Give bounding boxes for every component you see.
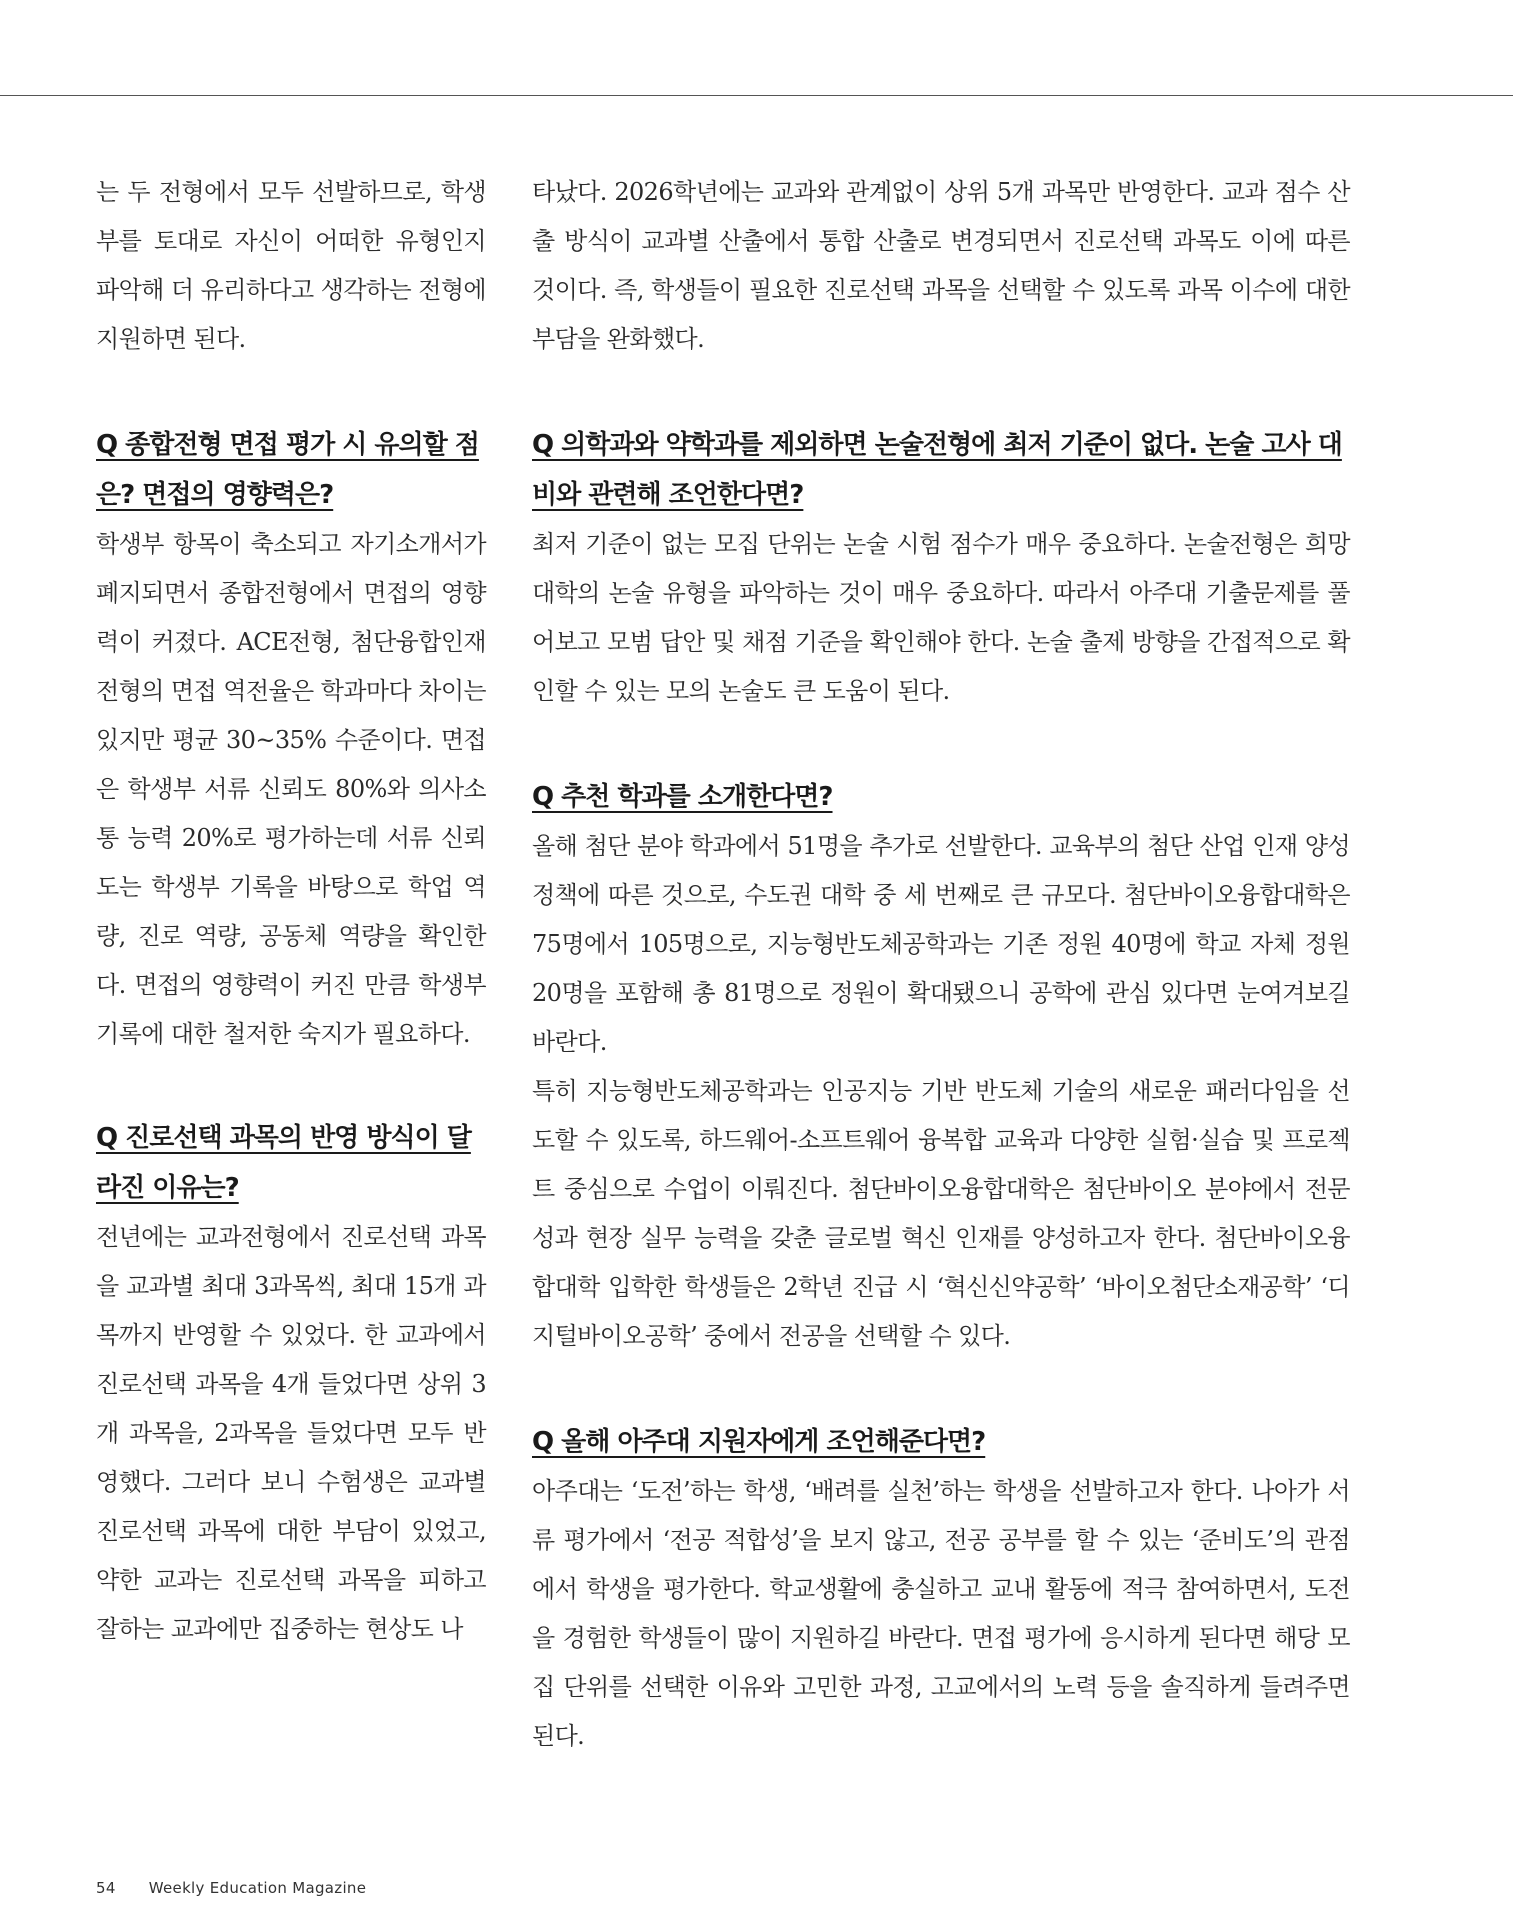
answer-advice-paragraph: 아주대는 ‘도전’하는 학생, ‘배려를 실천’하는 학생을 선발하고자 한다. 나아가 서류 평가에서 ‘전공 적합성’을 보지 않고, 전공 공부를 할 수 있는 ‘준비도’의 관점에서 학생을 평가한다. 학교생활에 충실하고 교내 활동에 적극 참여하면서, 도전을 경험한 학생들이 많이 지원하길 바란다. 면접 평가에 응시하게 된다면 해당 모집 단위를 선택한 이유와 고민한 과정, 고교에서의 노력 등을 솔직하게 들려주면 된다.: [532, 1477, 1350, 1750]
question-advice-text: Q 올해 아주대 지원자에게 조언해준다면?: [532, 1427, 986, 1457]
right-column: [532, 168, 1350, 1761]
page-number: 54: [96, 1879, 116, 1897]
question-interview-heading: [96, 420, 486, 520]
question-essay-heading: [532, 420, 1350, 520]
answer-interview-paragraph: 학생부 항목이 축소되고 자기소개서가 폐지되면서 종합전형에서 면접의 영향력이 커졌다. ACE전형, 첨단융합인재전형의 면접 역전율은 학과마다 차이는 있지만 평균 30~35% 수준이다. 면접은 학생부 서류 신뢰도 80%와 의사소통 능력 20%로 평가하는데 서류 신뢰도는 학생부 기록을 바탕으로 학업 역량, 진로 역량, 공동체 역량을 확인한다. 면접의 영향력이 커진 만큼 학생부 기록에 대한 철저한 숙지가 필요하다.: [96, 530, 486, 1048]
left-intro-paragraph: 는 두 전형에서 모두 선발하므로, 학생부를 토대로 자신이 어떠한 유형인지 파악해 더 유리하다고 생각하는 전형에 지원하면 된다.: [96, 178, 486, 353]
answer-recommended-dept-paragraph-1: 올해 첨단 분야 학과에서 51명을 추가로 선발한다. 교육부의 첨단 산업 인재 양성 정책에 따른 것으로, 수도권 대학 중 세 번째로 큰 규모다. 첨단바이오융합대학은 75명에서 105명으로, 지능형반도체공학과는 기존 정원 40명에 학교 자체 정원 20명을 포함해 총 81명으로 정원이 확대됐으니 공학에 관심 있다면 눈여겨보길 바란다.: [532, 832, 1350, 1056]
left-column: [96, 168, 486, 1654]
question-advice-heading: [532, 1417, 1350, 1467]
question-career-subject-heading: [96, 1113, 486, 1213]
question-interview-text: Q 종합전형 면접 평가 시 유의할 점은? 면접의 영향력은?: [96, 430, 479, 510]
question-essay-text: Q 의학과와 약학과를 제외하면 논술전형에 최저 기준이 없다. 논술 고사 대비와 관련해 조언한다면?: [532, 430, 1342, 510]
question-recommended-dept-heading: [532, 772, 1350, 822]
page-footer: [96, 1879, 366, 1897]
right-intro-paragraph: 타났다. 2026학년에는 교과와 관계없이 상위 5개 과목만 반영한다. 교과 점수 산출 방식이 교과별 산출에서 통합 산출로 변경되면서 진로선택 과목도 이에 따른 것이다. 즉, 학생들이 필요한 진로선택 과목을 선택할 수 있도록 과목 이수에 대한 부담을 완화했다.: [532, 178, 1350, 353]
question-career-subject-text: Q 진로선택 과목의 반영 방식이 달라진 이유는?: [96, 1123, 471, 1203]
answer-essay-paragraph: 최저 기준이 없는 모집 단위는 논술 시험 점수가 매우 중요하다. 논술전형은 희망 대학의 논술 유형을 파악하는 것이 매우 중요하다. 따라서 아주대 기출문제를 풀어보고 모범 답안 및 채점 기준을 확인해야 한다. 논술 출제 방향을 간접적으로 확인할 수 있는 모의 논술도 큰 도움이 된다.: [532, 530, 1350, 705]
header-rule: [0, 95, 1513, 96]
magazine-name: Weekly Education Magazine: [148, 1879, 367, 1897]
answer-career-subject-paragraph: 전년에는 교과전형에서 진로선택 과목을 교과별 최대 3과목씩, 최대 15개 과목까지 반영할 수 있었다. 한 교과에서 진로선택 과목을 4개 들었다면 상위 3개 과목을, 2과목을 들었다면 모두 반영했다. 그러다 보니 수험생은 교과별 진로선택 과목에 대한 부담이 있었고, 약한 교과는 진로선택 과목을 피하고 잘하는 교과에만 집중하는 현상도 나: [96, 1223, 486, 1643]
question-recommended-dept-text: Q 추천 학과를 소개한다면?: [532, 782, 833, 812]
answer-recommended-dept-paragraph-2: 특히 지능형반도체공학과는 인공지능 기반 반도체 기술의 새로운 패러다임을 선도할 수 있도록, 하드웨어-소프트웨어 융복합 교육과 다양한 실험·실습 및 프로젝트 중심으로 수업이 이뤄진다. 첨단바이오융합대학은 첨단바이오 분야에서 전문성과 현장 실무 능력을 갖춘 글로벌 혁신 인재를 양성하고자 한다. 첨단바이오융합대학 입학한 학생들은 2학년 진급 시 ‘혁신신약공학’ ‘바이오첨단소재공학’ ‘디지털바이오공학’ 중에서 전공을 선택할 수 있다.: [532, 1077, 1350, 1350]
